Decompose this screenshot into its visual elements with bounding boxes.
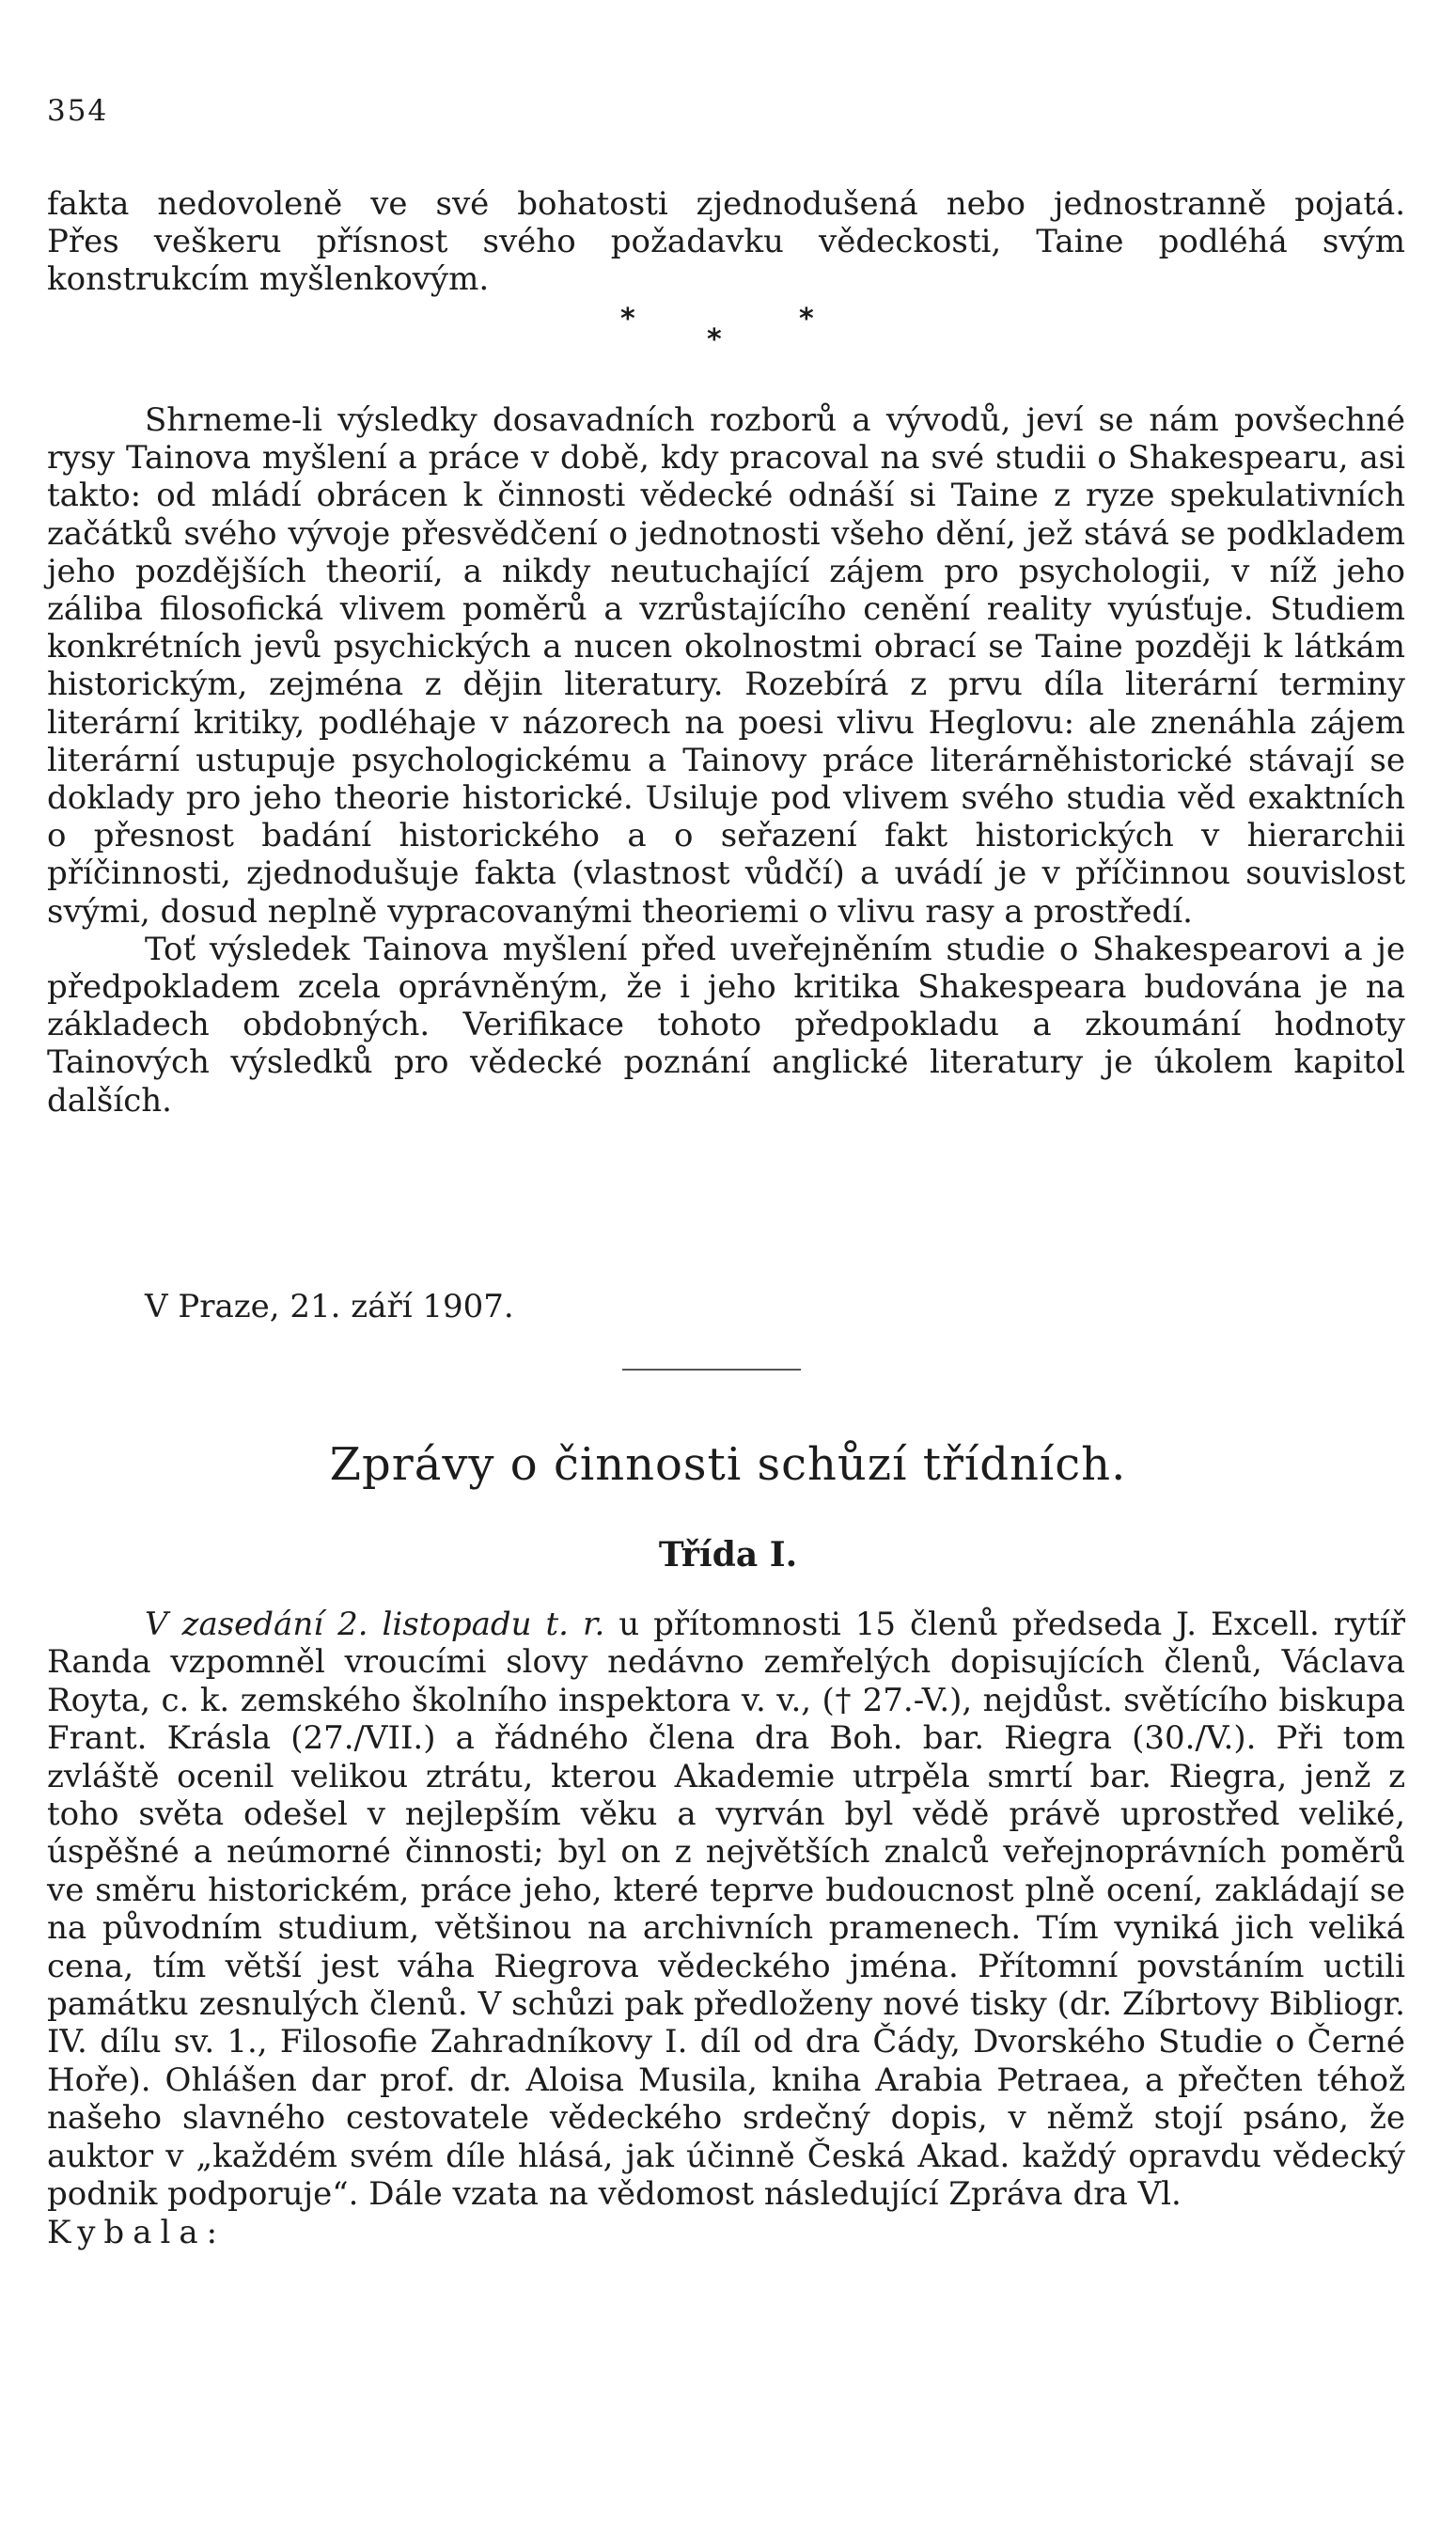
separator-star: * <box>620 303 635 336</box>
conclusion-paragraph-2: Toť výsledek Tainova myšlení před uveřejněním studie o Shakespearovi a je předpokladem zcela oprávněným, že i jeho kritika Shakespeara budována je na základech obdobných. Verifikace tohoto předpokladu a zkoumání hodnoty Tainových výsledků pro vědecké poznání anglické literatury je úkolem kapitol dalších. <box>47 930 1405 1120</box>
separator-star: * <box>799 303 814 336</box>
conclusion-paragraph-1: Shrneme-li výsledky dosavadních rozborů a vývodů, jeví se nám povšechné rysy Tainova myšlení a práce v době, kdy pracoval na své studii o Shakespearu, asi takto: od mládí obrácen k činnosti vědecké odnáší si Taine z ryze spekulativních začátků svého vývoje přesvědčení o jednotnosti všeho dění, jež stává se podkladem jeho pozdějších theorií, a nikdy neutuchající zájem pro psychologii, v níž jeho záliba filosofická vlivem poměrů a vzrůstajícího cenění reality vyúsťuje. Studiem konkrétních jevů psychických a nucen okolnostmi obrací se Taine později k látkám historickým, zejména z dějin literatury. Rozebírá z prvu díla literární terminy literární kritiky, podléhaje v názorech na poesi vlivu Heglovu: ale znenáhla zájem literární ustupuje psychologickému a Tainovy práce literárněhistorické stávají se doklady pro jeho theorie historické. Usiluje pod vlivem svého studia věd exaktních o přesnost badání historického a o seřazení fakt historických v hierarchii příčinnosti, zjednodušuje fakta (vlastnost vůdčí) a uvádí je v příčinnou souvislost svými, dosud neplně vypracovanými theoriemi o vlivu rasy a prostředí. <box>47 401 1405 931</box>
opening-line-2: Přes veškeru přísnost svého požadavku vědeckosti, Taine podléhá svým <box>47 223 1405 261</box>
meeting-date-italic: V zasedání 2. listopadu t. r. <box>145 1606 605 1643</box>
opening-text <box>47 185 1405 299</box>
closing-name: Kybala: <box>47 2213 227 2251</box>
meeting-text: u přítomnosti 15 členů předseda J. Excell. rytíř Randa vzpomněl vroucími slovy nedávno zemřelých dopisujících členů, Václava Royta, c. k. zemského školního inspektora v. v., († 27.-V.), nejdůst. světícího biskupa Frant. Krásla (27./VII.) a řádného člena dra Boh. bar. Riegra (30./V.). Při tom zvláště ocenil velikou ztrátu, kterou Akademie utrpěla smrtí bar. Riegra, jenž z toho světa odešel v nejlepším věku a vyrván byl vědě právě uprostřed veliké, úspěšné a neúmorné činnosti; byl on z největších znalců veřejnoprávních poměrů ve směru historickém, práce jeho, které teprve budoucnost plně ocení, zakládají se na původním studium, většinou na archivních pramenech. Tím vyniká jich veliká cena, tím větší jest váha Riegrova vědeckého jména. Přítomní povstáním uctili památku zesnulých členů. V schůzi pak předloženy nové tisky (dr. Zíbrtovy Bibliogr. IV. dílu sv. 1., Filosofie Zahradníkovy I. díl od dra Čády, Dvorského Studie o Černé Hoře). Ohlášen dar prof. dr. Aloisa Musila, kniha Arabia Petraea, a přečten téhož našeho slavného cestovatele vědeckého srdečný dopis, v němž stojí psáno, že auktor v „každém svém díle hlásá, jak účinně Česká Akad. každý opravdu vědecký podnik podporuje“. Dále vzata na vědomost následující Zpráva dra Vl. <box>47 1606 1405 2214</box>
opening-line-1: fakta nedovoleně ve své bohatosti zjednodušená nebo jednostranně pojatá. <box>47 185 1405 223</box>
meeting-paragraph <box>47 1606 1405 2251</box>
page-number: 354 <box>47 94 109 128</box>
divider-rule <box>622 1369 801 1371</box>
section-separator-stars <box>620 303 827 359</box>
separator-star: * <box>707 323 722 356</box>
meeting-report <box>47 1606 1405 2251</box>
class-heading: Třída I. <box>658 1535 798 1575</box>
opening-line-3: konstrukcím myšlenkovým. <box>47 260 490 299</box>
date-line: V Praze, 21. září 1907. <box>145 1288 514 1325</box>
section-title: Zprávy o činnosti schůzí třídních. <box>329 1438 1127 1491</box>
conclusion-text <box>47 401 1405 1120</box>
